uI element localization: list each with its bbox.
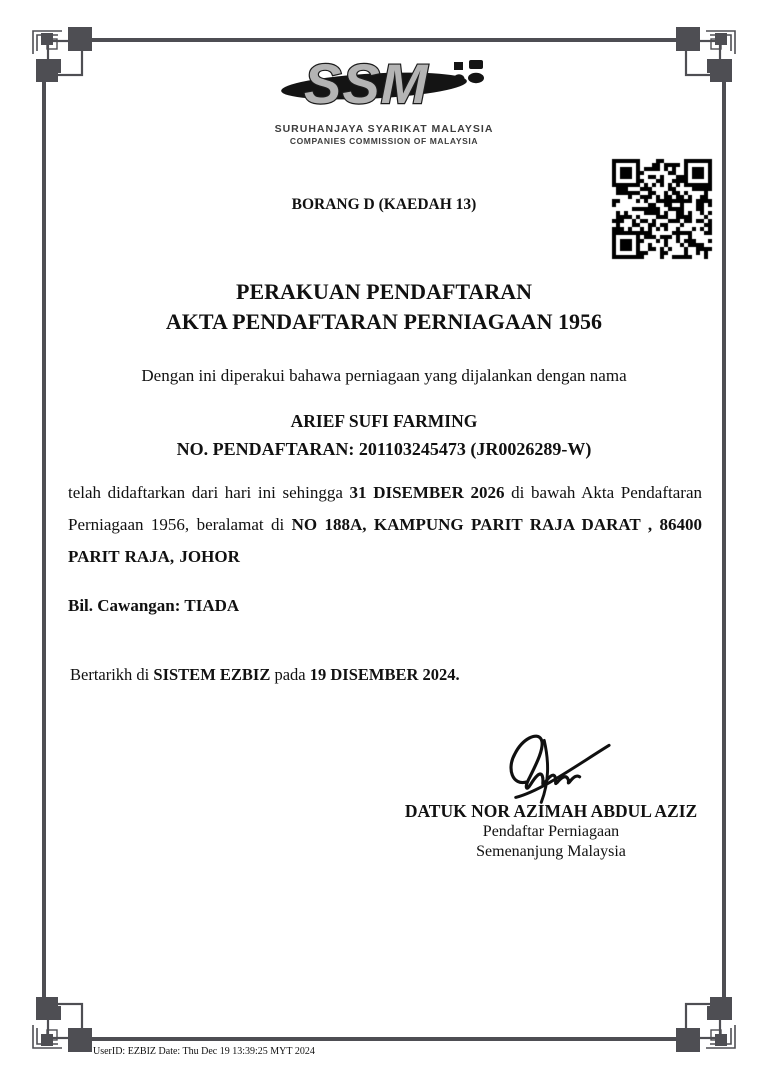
border-top: [91, 38, 677, 42]
corner-ornament: [20, 979, 100, 1059]
border-bottom: [91, 1037, 677, 1041]
ssm-letters: SSM: [304, 52, 429, 115]
signatory-region: Semenanjung Malaysia: [476, 843, 626, 860]
logo-org-name-en: COMPANIES COMMISSION OF MALAYSIA: [289, 136, 479, 146]
branch-value: TIADA: [184, 596, 240, 615]
corner-ornament: [668, 979, 748, 1059]
business-address: NO 188A, KAMPUNG PARIT RAJA DARAT , 86400 PARIT RAJA, JOHOR: [68, 515, 702, 566]
logo-org-name: SURUHANJAYA SYARIKAT MALAYSIA: [274, 123, 494, 135]
issue-date: 19 DISEMBER 2024.: [309, 665, 460, 684]
signatory-role: Pendaftar Perniagaan: [482, 823, 620, 840]
border-right: [722, 81, 726, 997]
border-left: [42, 81, 46, 997]
registration-number-line: [0, 439, 768, 460]
branch-label: Bil. Cawangan:: [68, 596, 185, 615]
form-label: BORANG D (KAEDAH 13): [291, 196, 477, 213]
signature-scribble: [498, 724, 616, 804]
branch-line: [68, 596, 239, 616]
intro-statement: Dengan ini diperakui bahawa perniagaan yang dijalankan dengan nama: [141, 366, 627, 385]
logo-block: [0, 50, 768, 146]
body-segment-2: di bawah Akta Pendaftaran Perniagaan 1956, beralamat di: [68, 483, 702, 534]
certificate-title-line1: PERAKUAN PENDAFTARAN: [236, 279, 532, 304]
dated-segment-2: pada: [270, 665, 310, 684]
dated-segment-1: Bertarikh di: [70, 665, 154, 684]
qr-code: [610, 157, 714, 261]
registration-label: NO. PENDAFTARAN:: [176, 439, 359, 459]
signatory-block: [400, 801, 702, 862]
issuing-system: SISTEM EZBIZ: [153, 665, 271, 684]
logo-dots: [454, 60, 485, 84]
footer-userid-line: UserID: EZBIZ Date: Thu Dec 19 13:39:25 MYT 2024: [93, 1046, 315, 1057]
business-name: ARIEF SUFI FARMING: [290, 411, 478, 431]
ssm-logo: [278, 50, 490, 116]
expiry-date: 31 DISEMBER 2026: [349, 483, 505, 502]
registration-number: 201103245473 (JR0026289-W): [358, 439, 592, 459]
body-segment-1: telah didaftarkan dari hari ini sehingga: [68, 483, 350, 502]
dated-line: [70, 665, 460, 685]
certificate-title-line2: AKTA PENDAFTARAN PERNIAGAAN 1956: [165, 309, 603, 334]
signatory-name: DATUK NOR AZIMAH ABDUL AZIZ: [404, 801, 698, 821]
registration-paragraph: [68, 477, 702, 573]
